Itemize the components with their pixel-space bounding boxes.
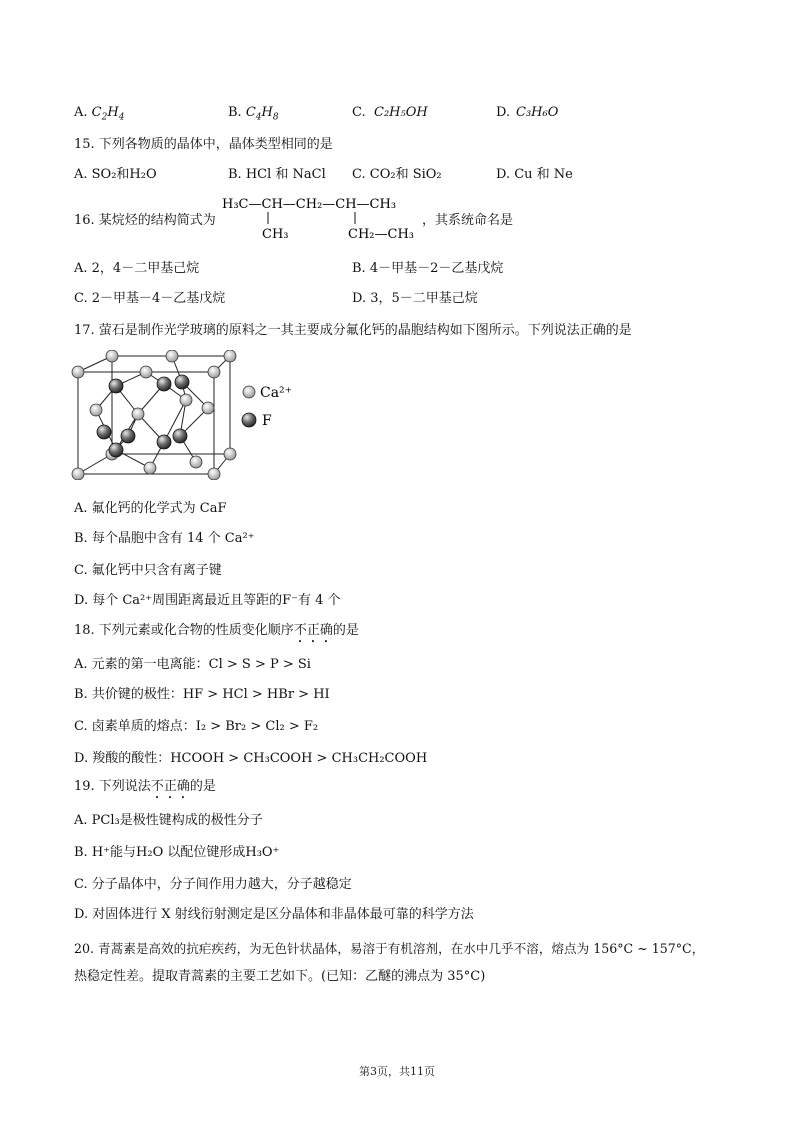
q19-stem-post: 的是	[189, 779, 216, 794]
q18-stem-pre: 18. 下列元素或化合物的性质变化顺序	[74, 623, 294, 638]
q14-option-a: A. $C_2H_4$	[74, 105, 125, 123]
q16-structural-formula	[222, 194, 422, 246]
q19-option-c: C. 分子晶体中，分子间作用力越大，分子越稳定	[74, 877, 352, 892]
formula-branch-right: CH₂—CH₃	[348, 227, 414, 242]
page-number: 第3页，共11页	[359, 1065, 435, 1078]
q14-option-d-text: C₃H₆O	[516, 105, 559, 120]
q17-option-a: A. 氟化钙的化学式为 CaF	[74, 501, 227, 516]
q18-stem	[74, 622, 359, 646]
q20-line-2: 热稳定性差。提取青蒿素的主要工艺如下。(已知：乙醚的沸点为 35°C)	[74, 969, 486, 984]
q20-line-1: 20. 青蒿素是高效的抗疟疾药，为无色针状晶体，易溶于有机溶剂，在水中几乎不溶，熔点为 156°C ~ 157°C，	[74, 941, 705, 956]
q18-option-b: B. 共价键的极性：HF > HCl > HBr > HI	[74, 687, 330, 702]
q16-option-d: D. 3，5－二甲基己烷	[352, 291, 478, 306]
q15-option-b: B. HCl 和 NaCl	[228, 167, 326, 182]
q15-option-c: C. CO₂和 SiO₂	[352, 167, 442, 182]
q14-option-b: B. $C_4H_8$	[228, 105, 279, 123]
q14-option-d: D.	[496, 105, 511, 120]
legend-f-swatch	[242, 413, 256, 427]
q17-option-d: D. 每个 Ca²⁺周围距离最近且等距的F⁻有 4 个	[74, 593, 341, 608]
q17-option-c: C. 氟化钙中只含有离子键	[74, 563, 222, 578]
q14-option-c: C.	[352, 105, 366, 120]
q16-stem-pre: 16. 某烷烃的结构简式为	[74, 213, 216, 228]
q16-option-c: C. 2－甲基－4－乙基戊烷	[74, 291, 226, 306]
q16-option-a: A. 2，4－二甲基己烷	[74, 261, 200, 276]
legend-ca-swatch	[243, 386, 255, 398]
q18-option-a: A. 元素的第一电离能：Cl > S > P > Si	[74, 657, 311, 672]
crystal-cell-diagram	[68, 350, 308, 480]
q16-option-b: B. 4－甲基－2－乙基戊烷	[352, 261, 504, 276]
q15-stem: 15. 下列各物质的晶体中，晶体类型相同的是	[74, 137, 333, 152]
legend-ca-label: Ca²⁺	[260, 385, 293, 401]
q16-stem-post: ，其系统命名是	[422, 213, 514, 228]
formula-main-chain: H₃C—CH—CH₂—CH—CH₃	[222, 197, 397, 212]
q18-option-d: D. 羧酸的酸性：HCOOH > CH₃COOH > CH₃CH₂COOH	[74, 751, 428, 766]
q18-stem-emphasis: 不正确	[293, 623, 333, 638]
formula-branch-left: CH₃	[262, 227, 289, 242]
q19-option-a: A. PCl₃是极性键构成的极性分子	[74, 813, 263, 828]
q19-stem-pre: 19. 下列说法	[74, 779, 151, 794]
q19-option-d: D. 对固体进行 X 射线衍射测定是区分晶体和非晶体最可靠的科学方法	[74, 907, 474, 922]
q15-option-a: A. SO₂和H₂O	[74, 167, 157, 182]
q18-option-c: C. 卤素单质的熔点：I₂ > Br₂ > Cl₂ > F₂	[74, 719, 319, 734]
q15-option-d: D. Cu 和 Ne	[496, 167, 573, 182]
q19-stem-emphasis: 不正确	[150, 779, 190, 794]
q17-option-b: B. 每个晶胞中含有 14 个 Ca²⁺	[74, 531, 255, 546]
q17-stem: 17. 萤石是制作光学玻璃的原料之一其主要成分氟化钙的晶胞结构如下图所示。下列说法正确的是	[74, 323, 632, 338]
q14-option-c-text: C₂H₅OH	[374, 105, 428, 120]
q19-option-b: B. H⁺能与H₂O 以配位键形成H₃O⁺	[74, 845, 280, 860]
q18-stem-post: 的是	[332, 623, 359, 638]
legend-f-label: F	[262, 413, 272, 429]
q19-stem	[74, 778, 216, 802]
